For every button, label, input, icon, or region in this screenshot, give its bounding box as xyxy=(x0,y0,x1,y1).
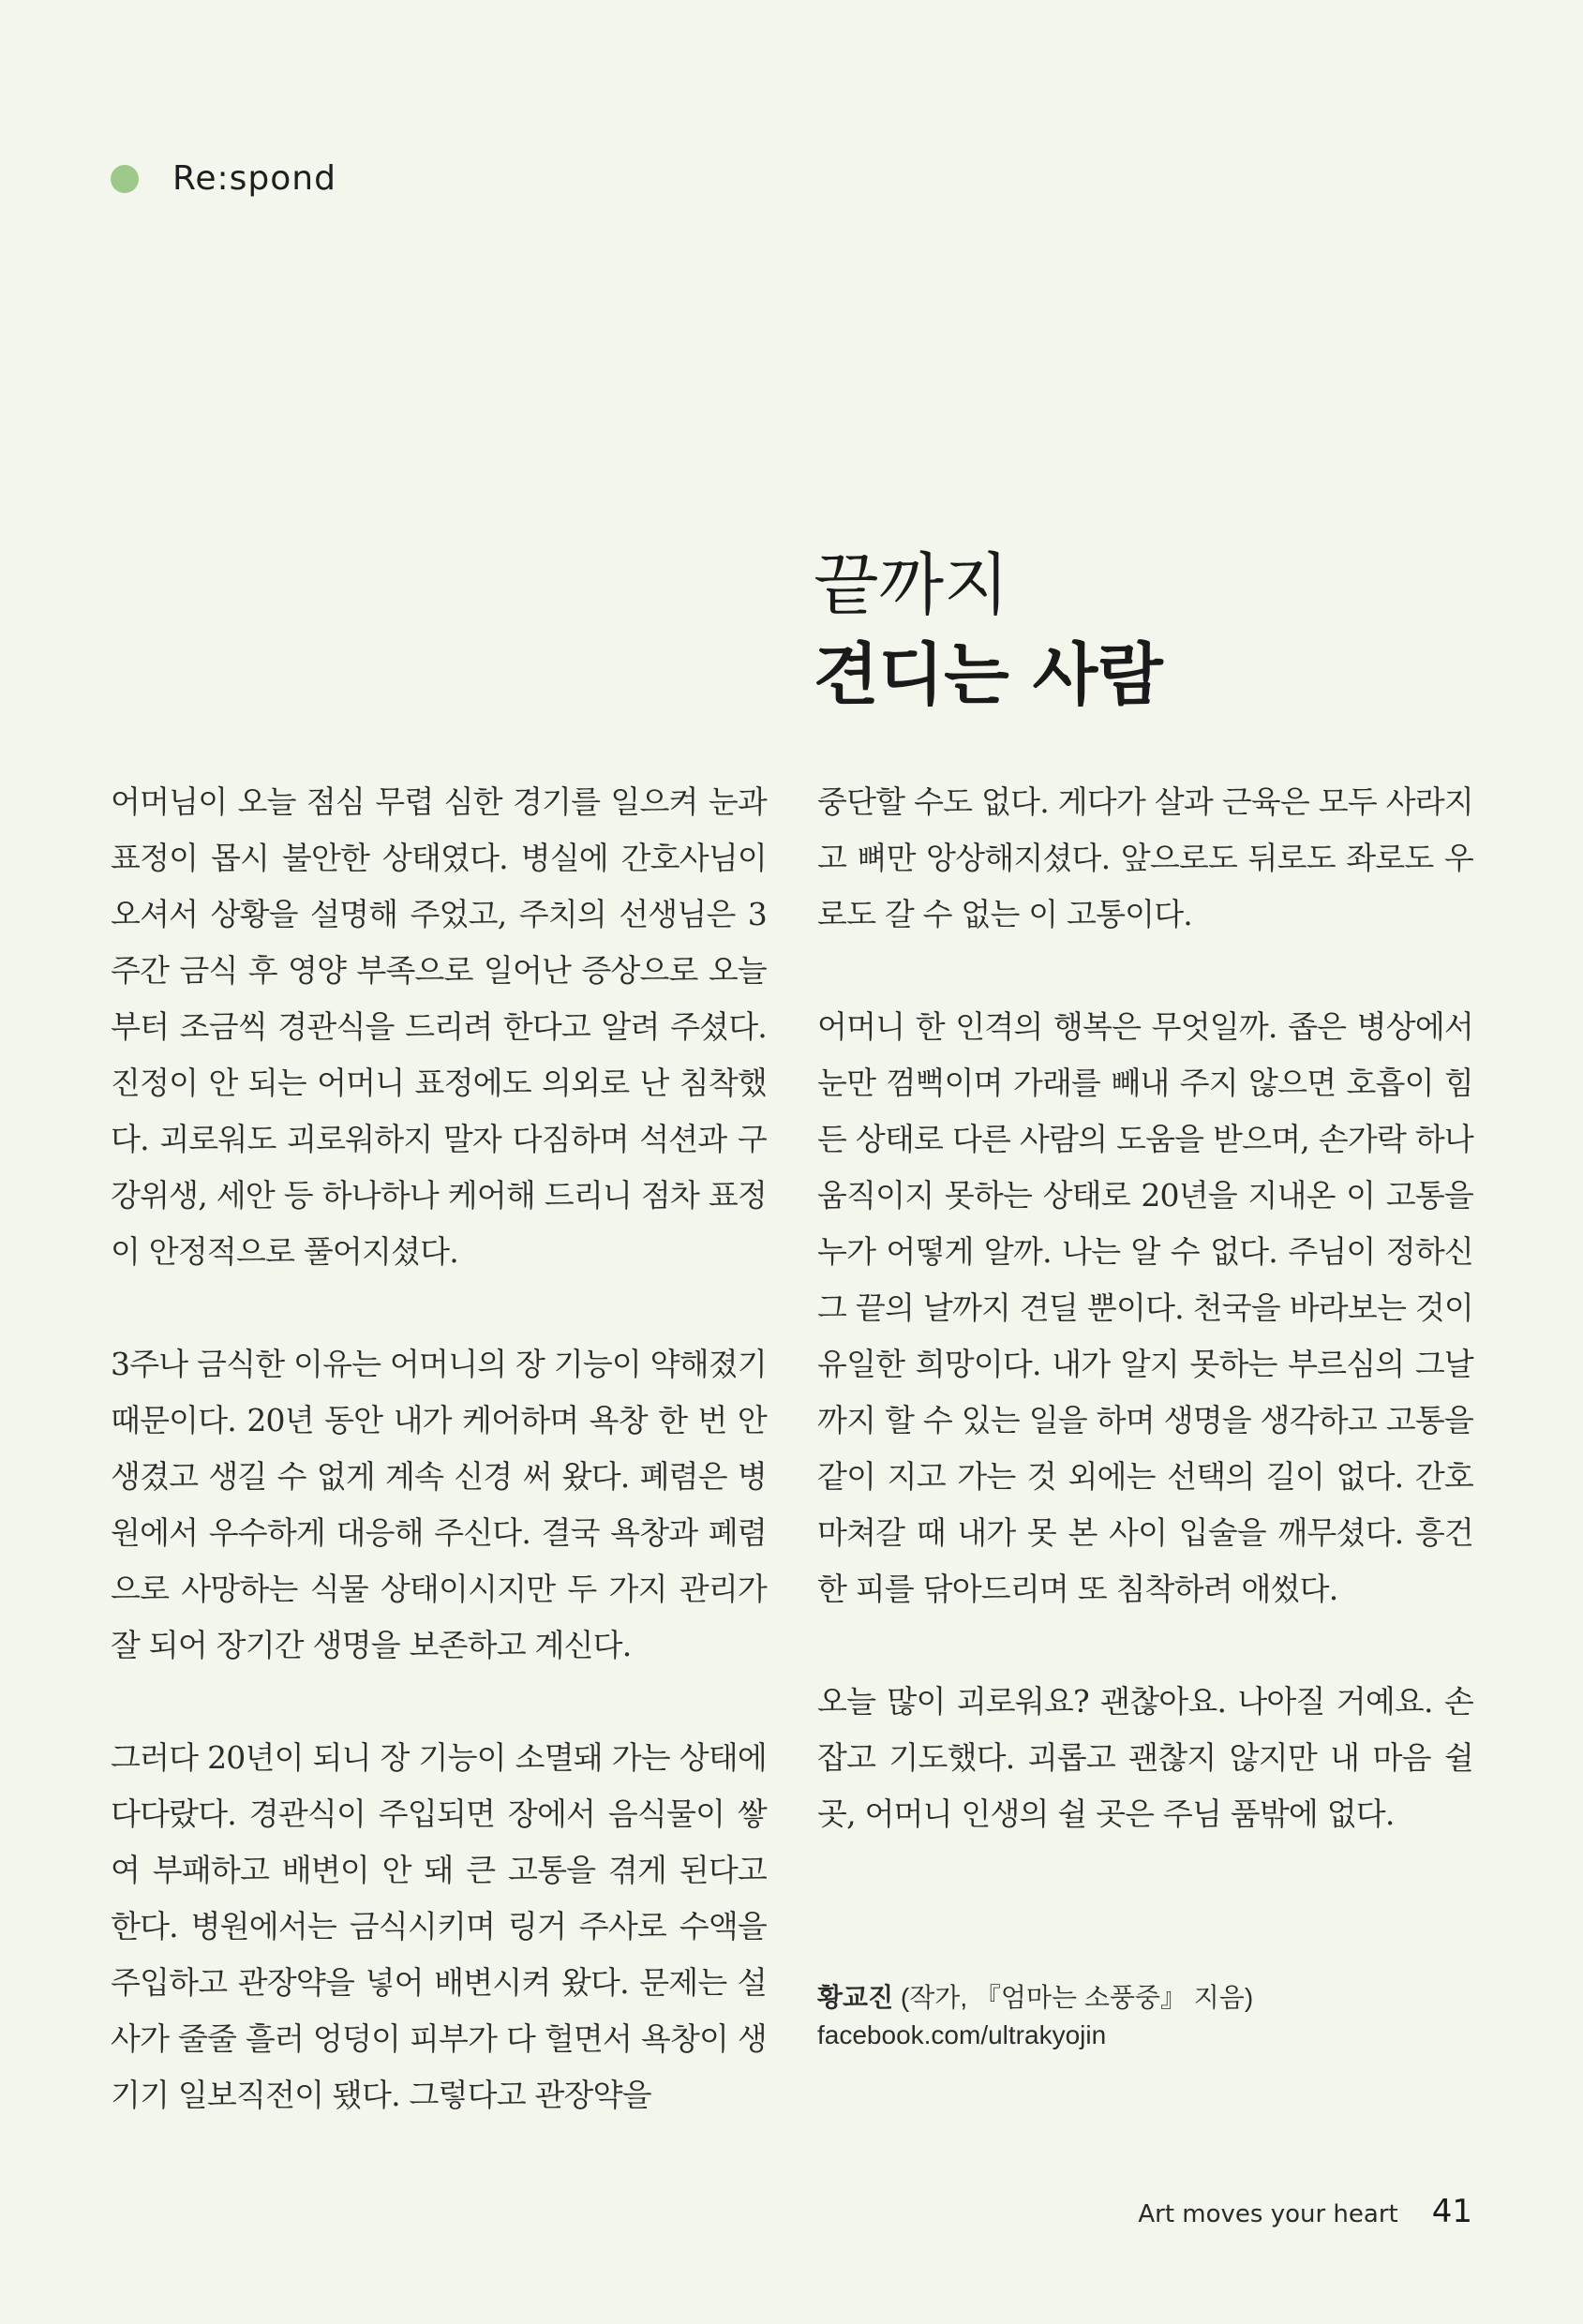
paragraph: 오늘 많이 괴로워요? 괜찮아요. 나아질 거예요. 손잡고 기도했다. 괴롭고 괜찮지 않지만 내 마음 쉴 곳, 어머니 인생의 쉴 곳은 주님 품밖에 없다. xyxy=(817,1683,1473,1832)
paragraph: 어머니 한 인격의 행복은 무엇일까. 좁은 병상에서 눈만 껌뻑이며 가래를 빼내 주지 않으면 호흡이 힘든 상태로 다른 사람의 도움을 받으며, 손가락 하나 움직이지 못하는 상태로 20년을 지내온 이 고통을 누가 어떻게 알까. 나는 알 수 없다. 주님이 정하신 그 끝의 날까지 견딜 뿐이다. 천국을 바라보는 것이 유일한 희망이다. 내가 알지 못하는 부르심의 그날까지 할 수 있는 일을 하며 생명을 생각하고 고통을 같이 지고 가는 것 외에는 선택의 길이 없다. 간호 마쳐갈 때 내가 못 본 사이 입술을 깨무셨다. 흥건한 피를 닦아드리며 또 침착하려 애썼다. xyxy=(817,1008,1473,1607)
title-line-2: 견디는 사람 xyxy=(814,634,1163,714)
paragraph: 3주나 금식한 이유는 어머니의 장 기능이 약해졌기 때문이다. 20년 동안 내가 케어하며 욕창 한 번 안 생겼고 생길 수 없게 계속 신경 써 왔다. 폐렴은 병원에서 우수하게 대응해 주신다. 결국 욕창과 폐렴으로 사망하는 식물 상태이시지만 두 가지 관리가 잘 되어 장기간 생명을 보존하고 계신다. xyxy=(111,1346,767,1663)
author-name: 황교진 xyxy=(817,1983,894,2012)
right-column xyxy=(817,774,1473,1842)
paragraph: 중단할 수도 없다. 게다가 살과 근육은 모두 사라지고 뼈만 앙상해지셨다. 앞으로도 뒤로도 좌로도 우로도 갈 수 없는 이 고통이다. xyxy=(817,783,1473,932)
page-number: 41 xyxy=(1431,2193,1472,2230)
author-link[interactable]: facebook.com/ultrakyojin xyxy=(817,2020,1107,2049)
section-tag-label: Re:spond xyxy=(172,159,336,198)
page-footer xyxy=(1138,2193,1472,2230)
title-line-1: 끝까지 xyxy=(814,545,1009,624)
green-dot-icon xyxy=(111,165,139,193)
article-title xyxy=(814,540,1163,720)
paragraph: 어머님이 오늘 점심 무렵 심한 경기를 일으켜 눈과 표정이 몹시 불안한 상태였다. 병실에 간호사님이 오셔서 상황을 설명해 주었고, 주치의 선생님은 3주간 금식 후 영양 부족으로 일어난 증상으로 오늘부터 조금씩 경관식을 드리려 한다고 알려 주셨다. 진정이 안 되는 어머니 표정에도 의외로 난 침착했다. 괴로워도 괴로워하지 말자 다짐하며 석션과 구강위생, 세안 등 하나하나 케어해 드리니 점차 표정이 안정적으로 풀어지셨다. xyxy=(111,783,767,1270)
left-column xyxy=(111,774,767,2123)
author-byline xyxy=(817,1979,1253,2054)
footer-tagline: Art moves your heart xyxy=(1138,2200,1398,2228)
paragraph: 그러다 20년이 되니 장 기능이 소멸돼 가는 상태에 다다랐다. 경관식이 주입되면 장에서 음식물이 쌓여 부패하고 배변이 안 돼 큰 고통을 겪게 된다고 한다. 병원에서는 금식시키며 링거 주사로 수액을 주입하고 관장약을 넣어 배변시켜 왔다. 문제는 설사가 줄줄 흘러 엉덩이 피부가 다 헐면서 욕창이 생기기 일보직전이 됐다. 그렇다고 관장약을 xyxy=(111,1739,767,2113)
author-note: (작가, 『엄마는 소풍중』 지음) xyxy=(893,1983,1254,2012)
section-tag xyxy=(111,159,336,198)
